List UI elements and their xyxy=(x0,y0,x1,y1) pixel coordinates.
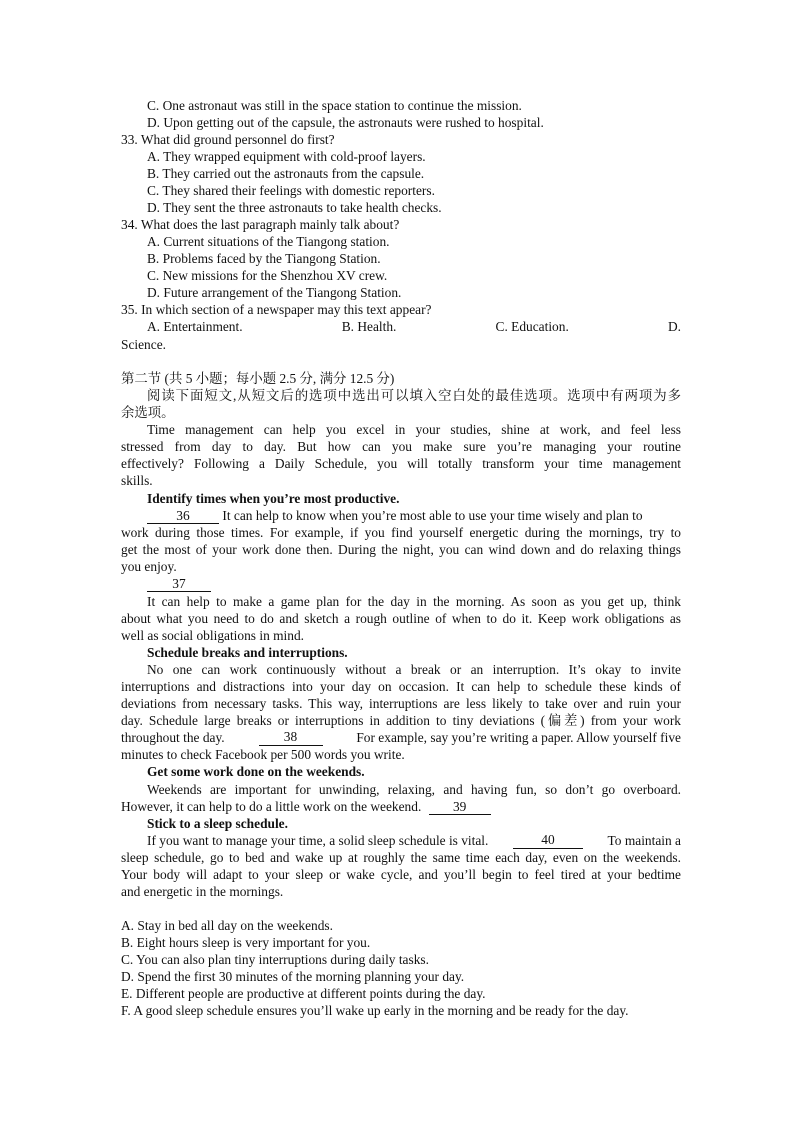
blank-37: 37 xyxy=(147,576,211,592)
passage-line: skills. xyxy=(121,473,153,488)
choice-c: C. You can also plan tiny interruptions during daily tasks. xyxy=(121,952,429,967)
passage-line xyxy=(147,507,681,524)
subheading: Stick to a sleep schedule. xyxy=(147,816,288,831)
blank-38: 38 xyxy=(259,729,323,746)
passage-line: Weekends are important for unwinding, relaxing, and having fun, so don’t go overboard. xyxy=(147,782,681,797)
option-b: B. They carried out the astronauts from the capsule. xyxy=(147,166,425,181)
passage-line: well as social obligations in mind. xyxy=(121,628,304,643)
passage-line: No one can work continuously without a break or an interruption. It’s okay to invite xyxy=(147,662,681,677)
passage-line: stressed from day to day. But how can you make sure you’re managing your routine xyxy=(121,439,681,454)
passage-text: To maintain a xyxy=(607,833,681,848)
section-instruction: 阅读下面短文,从短文后的选项中选出可以填入空白处的最佳选项。选项中有两项为多 xyxy=(147,388,681,403)
blank-36: 36 xyxy=(147,508,219,524)
choice-e: E. Different people are productive at different points during the day. xyxy=(121,986,486,1001)
option-b: B. Problems faced by the Tiangong Station. xyxy=(147,251,381,266)
passage-line: deviations from necessary tasks. This way, interruptions are less likely to take over and ruin your xyxy=(121,696,681,711)
blank-39: 39 xyxy=(429,799,491,815)
passage-line: effectively? Following a Daily Schedule, you will totally transform your time management xyxy=(121,456,681,471)
option-c: C. Education. xyxy=(495,319,569,334)
option-a: A. Current situations of the Tiangong station. xyxy=(147,234,390,249)
question-35-stem: 35. In which section of a newspaper may this text appear? xyxy=(121,302,432,317)
passage-text: It can help to know when you’re most able to use your time wisely and plan to xyxy=(222,508,643,523)
passage-line xyxy=(121,798,681,815)
passage-line: you enjoy. xyxy=(121,559,177,574)
section-header: 第二节 (共 5 小题；每小题 2.5 分, 满分 12.5 分) xyxy=(121,371,395,386)
passage-text: For example, say you’re writing a paper. Allow yourself five xyxy=(356,730,681,745)
passage-line: day. Schedule large breaks or interruptions in addition to tiny deviations (偏差) from your work xyxy=(121,713,681,728)
passage-line: minutes to check Facebook per 500 words you write. xyxy=(121,747,405,762)
passage-line: about what you need to do and sketch a rough outline of when to do it. Keep work obligations as xyxy=(121,611,681,626)
passage-line: Your body will adapt to your sleep or wake cycle, and you’ll begin to feel tired at your bedtime xyxy=(121,867,681,882)
question-34-stem: 34. What does the last paragraph mainly talk about? xyxy=(121,217,400,232)
question-35-options xyxy=(147,318,681,335)
option-d: D. Upon getting out of the capsule, the astronauts were rushed to hospital. xyxy=(147,115,544,130)
choice-a: A. Stay in bed all day on the weekends. xyxy=(121,918,333,933)
subheading: Get some work done on the weekends. xyxy=(147,764,365,779)
passage-text: If you want to manage your time, a solid sleep schedule is vital. xyxy=(147,833,489,848)
passage-line: It can help to make a game plan for the day in the morning. As soon as you get up, think xyxy=(147,594,681,609)
option-d-wrap: Science. xyxy=(121,337,166,352)
choice-b: B. Eight hours sleep is very important for you. xyxy=(121,935,371,950)
passage-line: sleep schedule, go to bed and wake up at roughly the same time each day, even on the weekends. xyxy=(121,850,681,865)
option-c: C. They shared their feelings with domestic reporters. xyxy=(147,183,435,198)
option-a: A. Entertainment. xyxy=(147,319,243,334)
option-a: A. They wrapped equipment with cold-proof layers. xyxy=(147,149,426,164)
question-33-stem: 33. What did ground personnel do first? xyxy=(121,132,335,147)
passage-line: interruptions and distractions into your day on occasion. It can help to schedule these kinds of xyxy=(121,679,681,694)
option-c: C. New missions for the Shenzhou XV crew. xyxy=(147,268,388,283)
choice-f: F. A good sleep schedule ensures you’ll wake up early in the morning and be ready for the day. xyxy=(121,1003,629,1018)
choice-d: D. Spend the first 30 minutes of the morning planning your day. xyxy=(121,969,465,984)
passage-line xyxy=(147,575,681,592)
blank-40: 40 xyxy=(513,832,583,849)
passage-line: and energetic in the mornings. xyxy=(121,884,284,899)
passage-line xyxy=(121,729,681,746)
section-instruction-end: 余选项。 xyxy=(121,405,175,420)
option-b: B. Health. xyxy=(341,319,397,334)
passage-line: work during those times. For example, if you find yourself energetic during the mornings, try to xyxy=(121,525,681,540)
subheading: Identify times when you’re most productive. xyxy=(147,491,400,506)
passage-line: get the most of your work done then. During the night, you can wind down and do relaxing things xyxy=(121,542,681,557)
passage-line: Time management can help you excel in your studies, shine at work, and feel less xyxy=(147,422,681,437)
option-d: D. Future arrangement of the Tiangong Station. xyxy=(147,285,402,300)
passage-text: However, it can help to do a little work on the weekend. xyxy=(121,799,422,814)
option-d: D. xyxy=(667,319,681,334)
subheading: Schedule breaks and interruptions. xyxy=(147,645,348,660)
option-d: D. They sent the three astronauts to take health checks. xyxy=(147,200,442,215)
option-c: C. One astronaut was still in the space station to continue the mission. xyxy=(147,98,522,113)
passage-line xyxy=(147,832,681,849)
passage-text: throughout the day. xyxy=(121,730,225,745)
